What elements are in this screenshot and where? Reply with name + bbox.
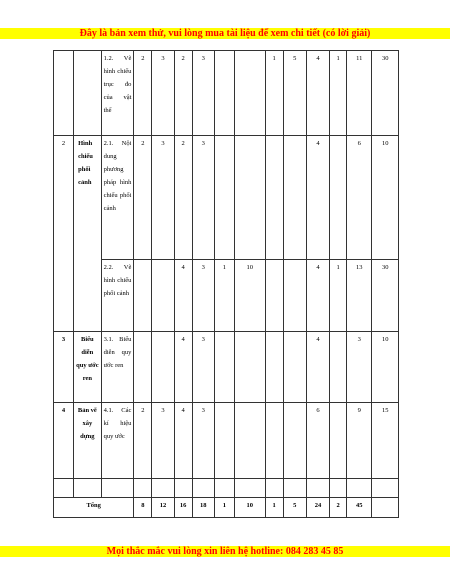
value-cell: 15 — [372, 403, 399, 479]
value-cell: 3 — [152, 136, 174, 260]
total-cell — [372, 498, 399, 518]
value-cell: 3 — [192, 260, 214, 332]
total-cell: 45 — [347, 498, 372, 518]
value-cell: 2 — [134, 403, 152, 479]
total-cell: 16 — [174, 498, 192, 518]
total-cell: 8 — [134, 498, 152, 518]
total-cell: 10 — [234, 498, 265, 518]
table-row — [54, 136, 399, 260]
value-cell: 30 — [372, 51, 399, 136]
total-cell: 24 — [306, 498, 329, 518]
value-cell: 5 — [283, 51, 306, 136]
stt-cell: 3 — [54, 332, 74, 403]
value-cell — [152, 260, 174, 332]
total-cell: 1 — [265, 498, 283, 518]
table-row — [54, 479, 399, 498]
topic-cell — [74, 51, 102, 136]
value-cell: 6 — [306, 403, 329, 479]
value-cell — [214, 403, 234, 479]
empty-cell — [347, 479, 372, 498]
value-cell — [283, 403, 306, 479]
value-cell — [152, 332, 174, 403]
content-cell: 1.2. Vẽ hình chiếu trục đo của vật thể — [101, 51, 134, 136]
hotline-banner-text: Mọi thắc mắc vui lòng xin liên hệ hotline: 084 283 45 85 — [106, 546, 344, 557]
stt-cell — [54, 51, 74, 136]
empty-cell — [54, 479, 74, 498]
value-cell — [134, 260, 152, 332]
stt-cell: 4 — [54, 403, 74, 479]
value-cell: 1 — [214, 260, 234, 332]
topic-cell: Hình chiếu phối cảnh — [74, 136, 102, 332]
value-cell: 2 — [174, 136, 192, 260]
value-cell: 4 — [306, 260, 329, 332]
total-cell: 5 — [283, 498, 306, 518]
value-cell — [330, 136, 347, 260]
empty-cell — [174, 479, 192, 498]
value-cell: 3 — [192, 51, 214, 136]
value-cell: 1 — [330, 51, 347, 136]
value-cell: 1 — [330, 260, 347, 332]
total-cell: 18 — [192, 498, 214, 518]
value-cell — [234, 403, 265, 479]
value-cell — [330, 332, 347, 403]
content-cell: 2.1. Nội dung phương pháp hình chiếu phối cảnh — [101, 136, 134, 260]
value-cell: 3 — [347, 332, 372, 403]
value-cell: 10 — [372, 332, 399, 403]
value-cell: 4 — [306, 332, 329, 403]
value-cell — [234, 332, 265, 403]
empty-cell — [265, 479, 283, 498]
empty-cell — [306, 479, 329, 498]
table-row — [54, 403, 399, 479]
value-cell — [214, 332, 234, 403]
value-cell — [234, 136, 265, 260]
empty-cell — [234, 479, 265, 498]
total-cell: 12 — [152, 498, 174, 518]
value-cell — [283, 260, 306, 332]
value-cell: 1 — [265, 51, 283, 136]
empty-cell — [101, 479, 134, 498]
value-cell: 4 — [174, 403, 192, 479]
value-cell: 4 — [174, 332, 192, 403]
value-cell — [214, 51, 234, 136]
content-cell: 3.1. Biểu diễn quy ước ren — [101, 332, 134, 403]
empty-cell — [192, 479, 214, 498]
value-cell: 13 — [347, 260, 372, 332]
empty-cell — [152, 479, 174, 498]
total-cell: 2 — [330, 498, 347, 518]
total-row — [54, 498, 399, 518]
table-row — [54, 332, 399, 403]
value-cell: 3 — [192, 332, 214, 403]
value-cell — [283, 332, 306, 403]
content-cell: 4.1. Các kí hiệu quy ước — [101, 403, 134, 479]
value-cell: 4 — [306, 136, 329, 260]
total-label: Tổng — [54, 498, 134, 518]
preview-banner-text: Đây là bản xem thử, vui lòng mua tài liệu để xem chi tiết (có lời giải) — [79, 28, 371, 39]
empty-cell — [134, 479, 152, 498]
value-cell — [234, 51, 265, 136]
value-cell: 4 — [306, 51, 329, 136]
topic-cell: Biểu diễn quy ước ren — [74, 332, 102, 403]
matrix-table — [53, 50, 399, 518]
value-cell — [214, 136, 234, 260]
empty-cell — [74, 479, 102, 498]
value-cell: 3 — [152, 51, 174, 136]
value-cell: 6 — [347, 136, 372, 260]
value-cell: 10 — [372, 136, 399, 260]
total-cell: 1 — [214, 498, 234, 518]
hotline-banner — [0, 546, 450, 557]
value-cell — [265, 136, 283, 260]
value-cell: 3 — [152, 403, 174, 479]
value-cell: 3 — [192, 403, 214, 479]
value-cell: 30 — [372, 260, 399, 332]
value-cell: 2 — [134, 136, 152, 260]
table-row — [54, 51, 399, 136]
value-cell — [265, 260, 283, 332]
value-cell: 9 — [347, 403, 372, 479]
value-cell: 11 — [347, 51, 372, 136]
value-cell — [134, 332, 152, 403]
value-cell: 2 — [134, 51, 152, 136]
value-cell: 4 — [174, 260, 192, 332]
value-cell — [283, 136, 306, 260]
stt-cell: 2 — [54, 136, 74, 332]
table-row — [54, 260, 399, 332]
topic-cell: Bản vẽ xây dựng — [74, 403, 102, 479]
empty-cell — [214, 479, 234, 498]
empty-cell — [283, 479, 306, 498]
value-cell: 10 — [234, 260, 265, 332]
preview-banner — [0, 28, 450, 39]
value-cell — [330, 403, 347, 479]
value-cell: 3 — [192, 136, 214, 260]
value-cell — [265, 403, 283, 479]
content-cell: 2.2. Vẽ hình chiếu phối cảnh — [101, 260, 134, 332]
empty-cell — [330, 479, 347, 498]
empty-cell — [372, 479, 399, 498]
value-cell: 2 — [174, 51, 192, 136]
value-cell — [265, 332, 283, 403]
